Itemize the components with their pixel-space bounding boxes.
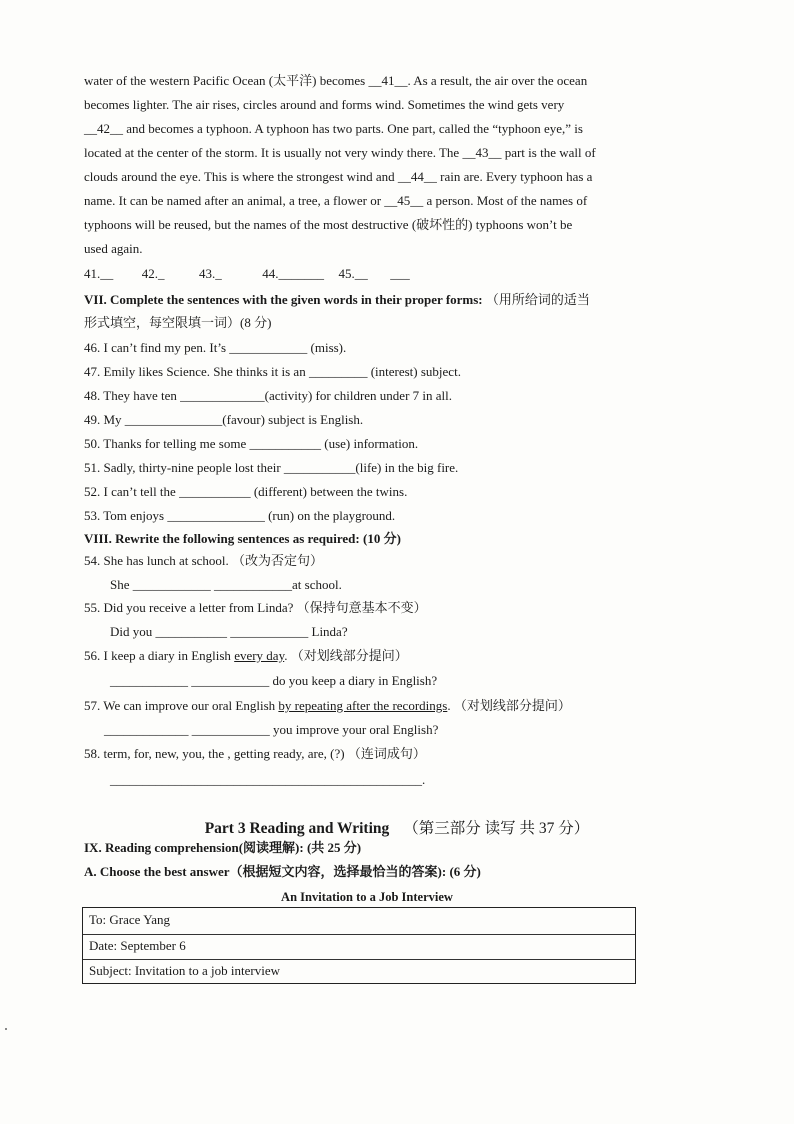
question-49: 49. My _______________(favour) subject is English. <box>84 412 364 427</box>
question-55: 55. Did you receive a letter from Linda? （保持句意基本不变） <box>84 600 427 615</box>
question-56-instruction: . （对划线部分提问） <box>284 648 408 663</box>
passage-line: water of the western Pacific Ocean (太平洋) becomes __41__. As a result, the air over the ocean <box>84 73 588 88</box>
question-57-answer: _____________ ____________ you improve your oral English? <box>104 722 439 737</box>
section9-heading-en: IX. Reading comprehension <box>84 840 239 855</box>
answer-blank-44[interactable]: 44._______ <box>262 266 324 281</box>
letter-subject: Subject: Invitation to a job interview <box>89 963 280 978</box>
answer-blanks-row <box>84 266 410 282</box>
question-47: 47. Emily likes Science. She thinks it is an _________ (interest) subject. <box>84 364 461 379</box>
question-56-text: 56. I keep a diary in English <box>84 648 235 663</box>
question-57-text: 57. We can improve our oral English <box>84 698 279 713</box>
question-54-answer: She ____________ ____________at school. <box>110 577 342 592</box>
section8-heading: VIII. Rewrite the following sentences as required: (10 分) <box>84 531 401 546</box>
scan-speck <box>5 1028 7 1030</box>
letter-title: An Invitation to a Job Interview <box>281 890 453 904</box>
part3-title-en: Part 3 Reading and Writing <box>204 820 390 837</box>
question-55-answer: Did you ___________ ____________ Linda? <box>110 624 348 639</box>
question-54: 54. She has lunch at school. （改为否定句） <box>84 553 324 568</box>
question-51: 51. Sadly, thirty-nine people lost their ___________(life) in the big fire. <box>84 460 459 475</box>
passage-line: clouds around the eye. This is where the strongest wind and __44__ rain are. Every typhoon has a <box>84 169 593 184</box>
passage-line: name. It can be named after an animal, a tree, a flower or __45__ a person. Most of the names of <box>84 193 588 208</box>
question-52: 52. I can’t tell the ___________ (different) between the twins. <box>84 484 408 499</box>
question-46: 46. I can’t find my pen. It’s ____________ (miss). <box>84 340 347 355</box>
section9-sub-a <box>84 864 481 880</box>
question-48: 48. They have ten _____________(activity) for children under 7 in all. <box>84 388 452 403</box>
section9-sub-a-en: A. Choose the best answer <box>84 864 230 879</box>
divider <box>83 934 635 935</box>
passage-line: used again. <box>84 241 143 256</box>
answer-blank-42[interactable]: 42._ <box>141 266 165 281</box>
part3-title <box>0 816 794 838</box>
question-57-underlined: by repeating after the recordings <box>278 698 448 713</box>
section9-sub-a-cn: （根据短文内容，选择最恰当的答案): (6 分) <box>229 864 481 879</box>
question-53: 53. Tom enjoys _______________ (run) on the playground. <box>84 508 396 523</box>
question-56-answer: ____________ ____________ do you keep a diary in English? <box>110 673 438 688</box>
section7-heading <box>84 292 590 308</box>
question-50: 50. Thanks for telling me some ___________ (use) information. <box>84 436 419 451</box>
passage-line: __42__ and becomes a typhoon. A typhoon has two parts. One part, called the “typhoon eye,” is <box>84 121 583 136</box>
answer-blank-45[interactable]: 45.__ <box>338 266 368 281</box>
question-56-underlined: every day <box>234 648 285 663</box>
question-57 <box>84 698 571 714</box>
part3-title-cn: （第三部分 读写 共 37 分） <box>403 820 590 837</box>
passage-line: becomes lighter. The air rises, circles around and forms wind. Sometimes the wind gets very <box>84 97 565 112</box>
section7-heading-cn2: 形式填空，每空限填一词）(8 分) <box>84 315 272 330</box>
question-56 <box>84 648 408 664</box>
question-58: 58. term, for, new, you, the , getting ready, are, (?) （连词成句） <box>84 746 426 761</box>
section9-heading-cn: (阅读理解): (共 25 分) <box>238 840 362 855</box>
letter-date: Date: September 6 <box>89 938 186 953</box>
answer-blank-41[interactable]: 41.__ <box>84 266 114 281</box>
passage-line: typhoons will be reused, but the names of the most destructive (破坏性的) typhoons won’t be <box>84 217 573 232</box>
answer-blank-extra[interactable]: ___ <box>390 266 410 281</box>
section7-heading-en: VII. Complete the sentences with the given words in their proper forms: <box>84 292 483 307</box>
letter-to: To: Grace Yang <box>89 912 171 927</box>
question-57-instruction: . （对划线部分提问） <box>447 698 571 713</box>
section9-heading <box>84 840 361 856</box>
answer-blank-43[interactable]: 43._ <box>199 266 222 281</box>
letter-header-box <box>82 907 636 984</box>
section7-heading-cn: （用所给词的适当 <box>485 292 590 307</box>
question-58-answer: ________________________________________________. <box>110 772 426 787</box>
divider <box>83 959 635 960</box>
passage-line: located at the center of the storm. It is usually not very windy there. The __43__ part is the wall of <box>84 145 596 160</box>
